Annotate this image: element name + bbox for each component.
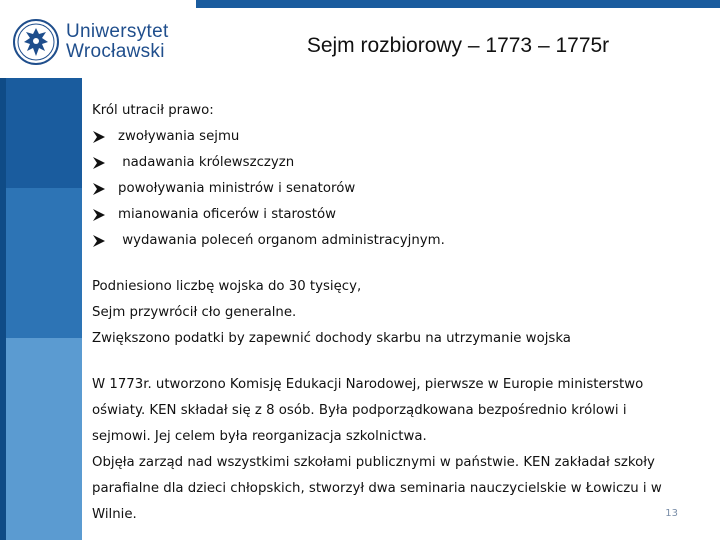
paragraph-line: parafialne dla dzieci chłopskich, stworzył dwa seminaria nauczycielskie w Łowiczu i w: [92, 481, 662, 496]
paragraph-line: Objęła zarząd nad wszystkimi szkołami publicznymi w państwie. KEN zakładał szkoły: [92, 455, 655, 470]
list-item-text: nadawania królewszczyzn: [118, 155, 295, 170]
ken-paragraph: [92, 372, 712, 528]
list-item-text: zwoływania sejmu: [118, 129, 240, 144]
slide-content: [92, 98, 712, 528]
logo-line-1: Uniwersytet: [66, 21, 169, 43]
paragraph-line: Sejm przywrócił cło generalne.: [92, 305, 297, 320]
list-item: [92, 228, 712, 254]
logo-line-2: Wrocławski: [66, 41, 165, 62]
slide-title: Sejm rozbiorowy – 1773 – 1775r: [306, 34, 610, 57]
sidebar-edge-stripe: [0, 78, 6, 540]
arrowhead-bullet-icon: [92, 182, 106, 196]
arrowhead-bullet-icon: [92, 156, 106, 170]
army-tax-paragraph: [92, 274, 712, 352]
rights-list: [92, 124, 712, 254]
sidebar-light-block: [0, 338, 82, 540]
page-number: 13: [665, 508, 678, 519]
university-eagle-emblem-icon: [12, 16, 60, 68]
left-sidebar-decoration: [0, 0, 82, 540]
arrowhead-bullet-icon: [92, 208, 106, 222]
paragraph-line: oświaty. KEN składał się z 8 osób. Była podporządkowana bezpośrednio królowi i: [92, 403, 627, 418]
university-logo: [12, 12, 192, 72]
arrowhead-bullet-icon: [92, 234, 106, 248]
sidebar-dark-block: [0, 78, 82, 188]
paragraph-line: Wilnie.: [92, 507, 137, 522]
list-item-text: powoływania ministrów i senatorów: [118, 181, 356, 196]
list-item: [92, 150, 712, 176]
paragraph-line: Zwiększono podatki by zapewnić dochody skarbu na utrzymanie wojska: [92, 331, 571, 346]
section1-intro: Król utracił prawo:: [92, 103, 214, 118]
sidebar-mid-block: [0, 188, 82, 338]
spacer: [92, 352, 712, 372]
list-item-text: mianowania oficerów i starostów: [118, 207, 336, 222]
paragraph-line: Podniesiono liczbę wojska do 30 tysięcy,: [92, 279, 362, 294]
spacer: [92, 254, 712, 274]
list-item: [92, 202, 712, 228]
top-blue-strip: [196, 0, 720, 8]
arrowhead-bullet-icon: [92, 130, 106, 144]
paragraph-line: sejmowi. Jej celem była reorganizacja szkolnictwa.: [92, 429, 427, 444]
list-item-text: wydawania poleceń organom administracyjnym.: [118, 233, 445, 248]
logo-wordmark: [66, 22, 169, 62]
list-item: [92, 176, 712, 202]
paragraph-line: W 1773r. utworzono Komisję Edukacji Narodowej, pierwsze w Europie ministerstwo: [92, 377, 644, 392]
list-item: [92, 124, 712, 150]
